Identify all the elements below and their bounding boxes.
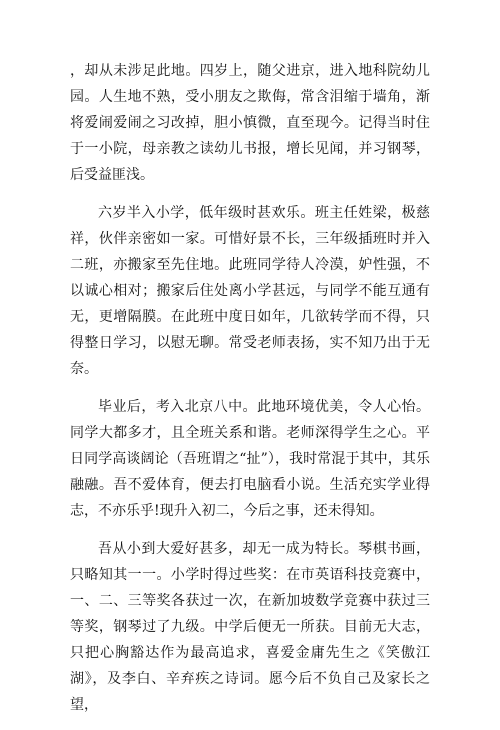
paragraph-2: 六岁半入小学，低年级时甚欢乐。班主任姓梁，极慈祥，伙伴亲密如一家。可惜好景不长，三年级插班时并入二班，亦搬家至先住地。此班同学待人冷漠，妒性强，不以诚心相对；搬家后住处离小学甚远，与同学不能互通有无，更增隔膜。在此班中度日如年，几欲转学而不得，只得整日学习，以慰无聊。常受老师表扬，实不知乃出于无奈。 [70, 205, 430, 377]
paragraph-1: ，却从未涉足此地。四岁上，随父进京，进入地科院幼儿园。人生地不熟，受小朋友之欺侮，常含泪缩于墙角，渐将爱闹爱闹之习改掉，胆小慎微，直至现今。记得当时住于一小院，母亲教之读幼儿书报，增长见闻，并习钢琴，后受益匪浅。 [70, 63, 430, 183]
paragraph-3: 毕业后，考入北京八中。此地环境优美，令人心怡。同学大都多才，且全班关系和谐。老师深得学生之心。平日同学高谈阔论（吾班谓之“扯”），我时常混于其中，其乐融融。吾不爱体育，便去打电脑看小说。生活充实学业得志，不亦乐乎!现升入初二，今后之事，还未得知。 [70, 399, 430, 519]
document-body [70, 58, 430, 730]
paragraph-4: 吾从小到大爱好甚多，却无一成为特长。琴棋书画，只略知其一一。小学时得过些奖：在市英语科技竞赛中，一、二、三等奖各获过一次，在新加坡数学竞赛中获过三等奖，钢琴过了九级。中学后便无一所获。目前无大志，只把心胸豁达作为最高追求，喜爱金庸先生之《笑傲江湖》，及李白、辛弃疾之诗词。愿今后不负自己及家长之望， [70, 541, 430, 713]
